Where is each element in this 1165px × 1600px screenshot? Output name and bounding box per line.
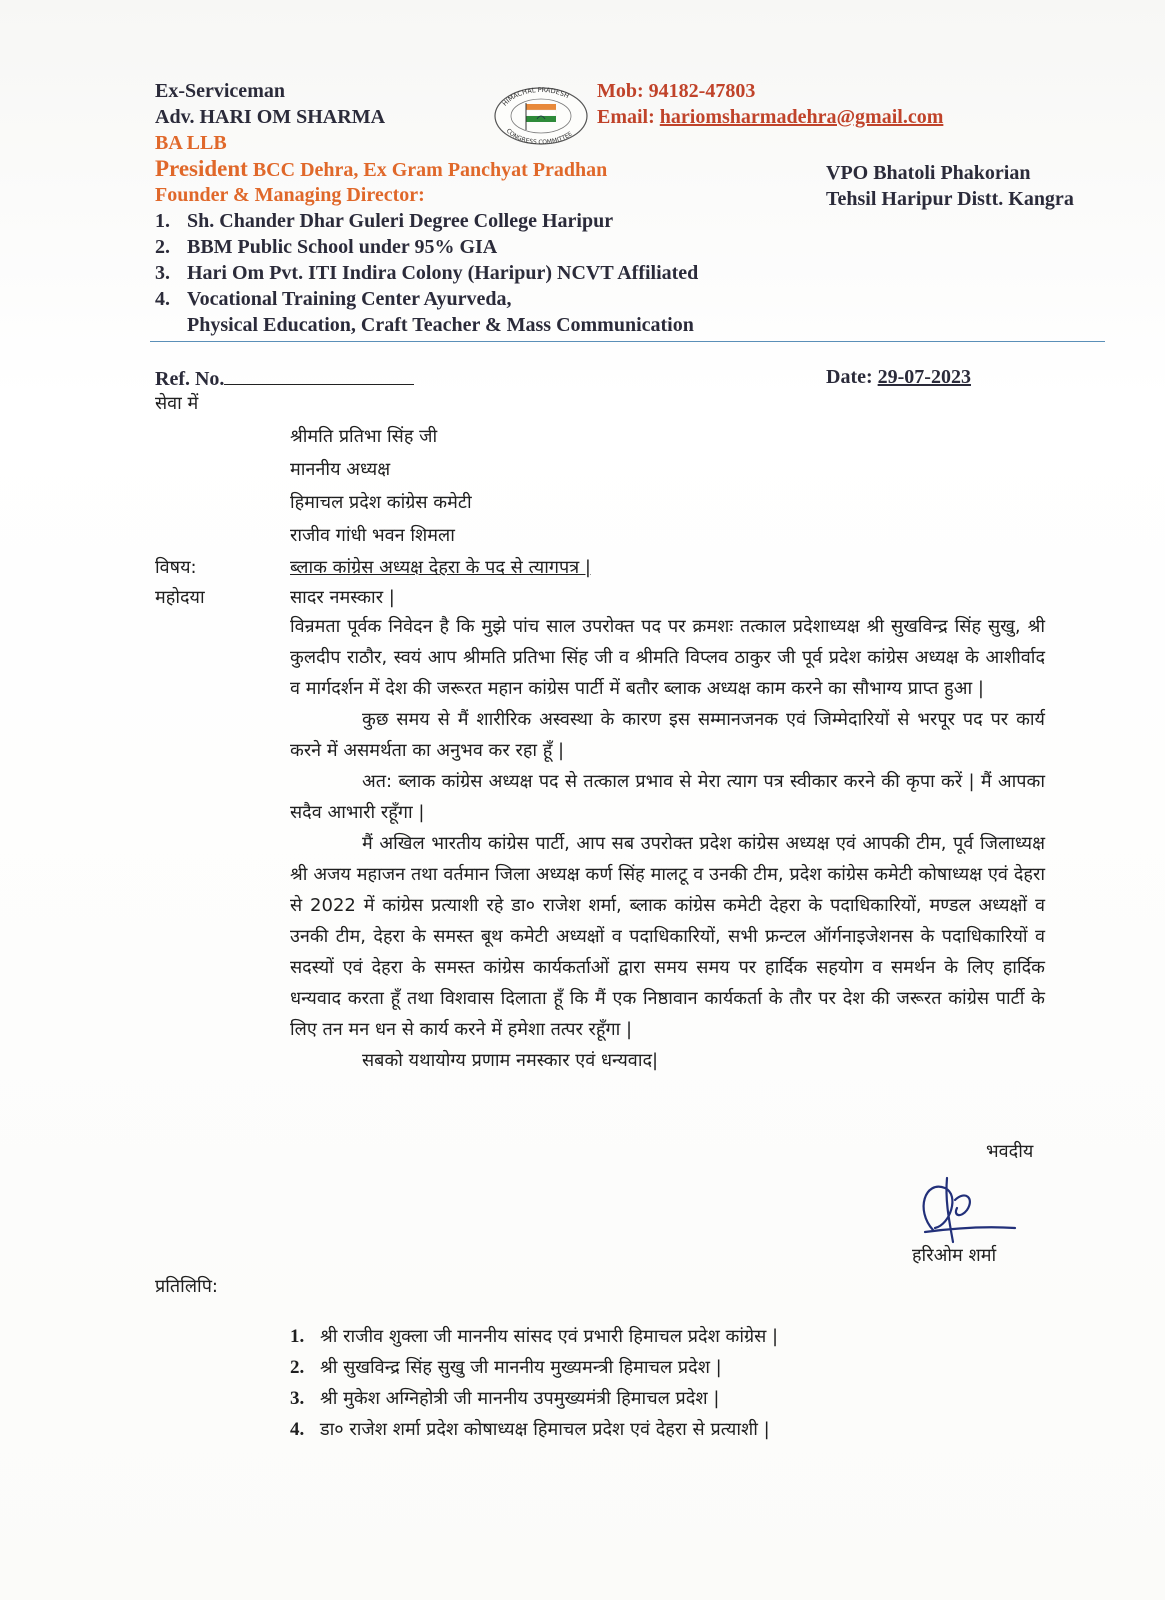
svg-text:HIMACHAL PRADESH: HIMACHAL PRADESH: [500, 86, 571, 108]
list-text: श्री मुकेश अग्निहोत्री जी माननीय उपमुख्यमंत्री हिमाचल प्रदेश |: [320, 1388, 720, 1409]
congress-committee-logo: [493, 86, 589, 146]
date-label: Date:: [826, 366, 878, 388]
list-item: [155, 234, 698, 260]
body-paragraph: अत: ब्लाक कांग्रेस अध्यक्ष पद से तत्काल प्रभाव से मेरा त्याग पत्र स्वीकार करने की कृपा करें | मैं आपका सदैव आभारी रहूँगा |: [290, 771, 1045, 823]
letter-date: [826, 364, 971, 390]
president-line: [155, 156, 607, 183]
list-item: [155, 286, 698, 312]
list-number: 1.: [290, 1326, 305, 1347]
email-label: Email:: [597, 106, 660, 128]
recipient-organisation: हिमाचल प्रदेश कांग्रेस कमेटी: [290, 492, 472, 513]
svg-text:CONGRESS COMMITTEE: CONGRESS COMMITTEE: [504, 127, 574, 146]
list-text: Hari Om Pvt. ITI Indira Colony (Haripur) NCVT Affiliated: [187, 262, 699, 284]
list-item-continuation: [155, 312, 698, 338]
closing-line: सबको यथायोग्य प्रणाम नमस्कार एवं धन्यवाद|: [362, 1050, 659, 1071]
signatory-name: हरिओम शर्मा: [912, 1245, 997, 1266]
list-number: 1.: [155, 210, 170, 232]
letter-body: [290, 611, 1045, 1076]
institution-list: [155, 208, 698, 338]
list-number: 2.: [290, 1357, 305, 1378]
greeting: सादर नमस्कार |: [290, 587, 395, 608]
subject-label: विषय:: [155, 557, 197, 578]
list-text: BBM Public School under 95% GIA: [187, 236, 498, 258]
valediction: भवदीय: [986, 1141, 1034, 1162]
list-item: [290, 1352, 778, 1383]
list-text: Vocational Training Center Ayurveda,: [187, 288, 512, 310]
subject-text: ब्लाक कांग्रेस अध्यक्ष देहरा के पद से त्यागपत्र |: [290, 557, 591, 578]
list-item: [290, 1414, 778, 1445]
list-text: श्री राजीव शुक्ला जी माननीय सांसद एवं प्रभारी हिमाचल प्रदेश कांग्रेस |: [320, 1326, 779, 1347]
list-item: [155, 208, 698, 234]
ex-serviceman-line: Ex-Serviceman: [155, 80, 285, 102]
list-text: Physical Education, Craft Teacher & Mass Communication: [187, 314, 694, 336]
list-text: Sh. Chander Dhar Guleri Degree College Haripur: [187, 210, 614, 232]
list-number: 3.: [155, 262, 170, 284]
body-paragraph: मैं अखिल भारतीय कांग्रेस पार्टी, आप सब उपरोक्त प्रदेश कांग्रेस अध्यक्ष एवं आपकी टीम, पूर्व जिलाध्यक्ष श्री अजय महाजन तथा वर्तमान जिला अध्यक्ष कर्ण सिंह मालटू व उनकी टीम, प्रदेश कांग्रेस कमेटी कोषाध्यक्ष एवं देहरा से 2022 में कांग्रेस प्रत्याशी रहे डा० राजेश शर्मा, ब्लाक कांग्रेस कमेटी देहरा के पदाधिकारियों, मण्डल अध्यक्षों व उनकी टीम, देहरा के समस्त बूथ कमेटी अध्यक्षों व पदाधिकारियों, सभी फ्रन्टल ऑर्गनाइजेशनस के पदाधिकारियों व सदस्यों एवं देहरा के समस्त कांग्रेस कार्यकर्ताओं द्वारा समय समय पर हार्दिक सहयोग व समर्थन के लिए हार्दिक धन्यवाद करता हूँ तथा विशवास दिलाता हूँ कि मैं एक निष्ठावान कार्यकर्ता के तौर पर देश की जरूरत कांग्रेस पार्टी के लिए तन मन धन से कार्य करने में हमेशा तत्पर रहूँगा |: [290, 833, 1045, 1040]
list-number: 2.: [155, 236, 170, 258]
body-paragraph: कुछ समय से मैं शारीरिक अस्वस्था के कारण इस सम्मानजनक एवं जिम्मेदारियों से भरपूर पद पर कार्य करने में असमर्थता का अनुभव कर रहा हूँ |: [290, 709, 1045, 761]
salutation-label: महोदया: [155, 587, 205, 608]
copy-to-list: [290, 1321, 778, 1445]
recipient-title: माननीय अध्यक्ष: [290, 459, 391, 480]
email-line: [597, 104, 943, 130]
address-line-2: Tehsil Haripur Distt. Kangra: [826, 188, 1074, 210]
president-word: President: [155, 156, 248, 181]
address-line-1: VPO Bhatoli Phakorian: [826, 162, 1031, 184]
list-item: [155, 260, 698, 286]
founder-heading: Founder & Managing Director:: [155, 184, 425, 206]
copy-to-label: प्रतिलिपि:: [155, 1276, 218, 1297]
list-text: डा० राजेश शर्मा प्रदेश कोषाध्यक्ष हिमाचल प्रदेश एवं देहरा से प्रत्याशी |: [320, 1419, 770, 1440]
list-item: [290, 1321, 778, 1352]
body-paragraph: विन्रमता पूर्वक निवेदन है कि मुझे पांच साल उपरोक्त पद पर क्रमशः तत्काल प्रदेशाध्यक्ष श्री सुखविन्द्र सिंह सुखु, श्री कुलदीप राठौर, स्वयं आप श्रीमति प्रतिभा सिंह जी व श्रीमति विप्लव ठाकुर जी पूर्व प्रदेश कांग्रेस अध्यक्ष के आशीर्वाद व मार्गदर्शन में देश की जरूरत महान कांग्रेस पार्टी में बतौर ब्लाक अध्यक्ष काम करने का सौभाग्य प्राप्त हुआ |: [290, 616, 1045, 699]
letterhead-divider: [150, 341, 1105, 342]
list-number: 4.: [290, 1419, 305, 1440]
list-item: [290, 1383, 778, 1414]
list-number: 3.: [290, 1388, 305, 1409]
sender-degree: BA LLB: [155, 132, 227, 154]
date-value: 29-07-2023: [877, 366, 971, 388]
recipient-name: श्रीमति प्रतिभा सिंह जी: [290, 426, 438, 447]
president-details: BCC Dehra, Ex Gram Panchyat Pradhan: [247, 159, 608, 181]
recipient-address: राजीव गांधी भवन शिमला: [290, 525, 455, 546]
ref-blank: [224, 366, 414, 385]
email-link[interactable]: hariomsharmadehra@gmail.com: [659, 106, 944, 128]
list-text: श्री सुखविन्द्र सिंह सुखु जी माननीय मुख्यमन्त्री हिमाचल प्रदेश |: [320, 1357, 722, 1378]
sender-name: Adv. HARI OM SHARMA: [155, 106, 386, 128]
mobile-number: Mob: 94182-47803: [597, 80, 756, 102]
seva-mein: सेवा में: [155, 393, 199, 414]
ref-label: Ref. No.: [155, 368, 225, 390]
list-number: 4.: [155, 288, 170, 310]
